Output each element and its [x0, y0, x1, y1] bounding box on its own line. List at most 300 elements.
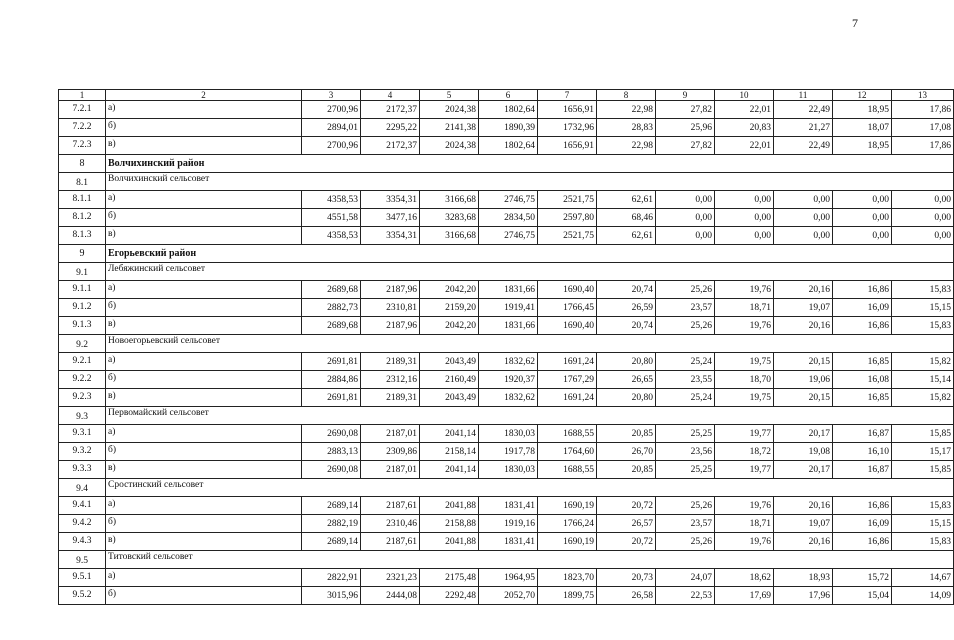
value-cell: 2700,96	[302, 101, 361, 119]
value-cell: 0,00	[715, 227, 774, 245]
row-code: 9.4.2	[59, 515, 106, 533]
value-cell: 15,17	[892, 443, 954, 461]
value-cell: 25,25	[656, 425, 715, 443]
value-cell: 62,61	[597, 227, 656, 245]
value-cell: 22,98	[597, 137, 656, 155]
value-cell: 0,00	[833, 227, 892, 245]
value-cell: 25,24	[656, 353, 715, 371]
value-cell: 28,83	[597, 119, 656, 137]
row-code: 7.2.2	[59, 119, 106, 137]
column-number-cell: 11	[774, 90, 833, 101]
value-cell: 0,00	[833, 191, 892, 209]
value-cell: 19,76	[715, 317, 774, 335]
row-code: 9.3.3	[59, 461, 106, 479]
column-number-cell: 1	[59, 90, 106, 101]
value-cell: 2187,61	[361, 533, 420, 551]
value-cell: 2042,20	[420, 281, 479, 299]
value-cell: 19,75	[715, 389, 774, 407]
table-row	[59, 461, 954, 479]
value-cell: 19,75	[715, 353, 774, 371]
value-cell: 15,83	[892, 533, 954, 551]
value-cell: 16,09	[833, 515, 892, 533]
value-cell: 15,83	[892, 281, 954, 299]
council-row	[59, 551, 954, 569]
value-cell: 23,55	[656, 371, 715, 389]
value-cell: 15,72	[833, 569, 892, 587]
table-row	[59, 443, 954, 461]
row-label: а)	[106, 353, 302, 371]
value-cell: 26,70	[597, 443, 656, 461]
column-number-cell: 7	[538, 90, 597, 101]
value-cell: 18,70	[715, 371, 774, 389]
column-number-cell: 6	[479, 90, 538, 101]
district-code: 8	[59, 155, 106, 173]
value-cell: 15,83	[892, 497, 954, 515]
value-cell: 17,08	[892, 119, 954, 137]
value-cell: 2690,08	[302, 425, 361, 443]
value-cell: 1691,24	[538, 389, 597, 407]
value-cell: 20,80	[597, 389, 656, 407]
value-cell: 1831,66	[479, 281, 538, 299]
value-cell: 0,00	[774, 227, 833, 245]
value-cell: 0,00	[892, 209, 954, 227]
value-cell: 1899,75	[538, 587, 597, 605]
row-label: б)	[106, 209, 302, 227]
value-cell: 20,16	[774, 497, 833, 515]
value-cell: 1690,19	[538, 497, 597, 515]
value-cell: 2309,86	[361, 443, 420, 461]
row-label: б)	[106, 515, 302, 533]
value-cell: 2691,81	[302, 389, 361, 407]
row-label: в)	[106, 461, 302, 479]
row-code: 7.2.3	[59, 137, 106, 155]
value-cell: 19,06	[774, 371, 833, 389]
value-cell: 15,04	[833, 587, 892, 605]
value-cell: 1766,24	[538, 515, 597, 533]
value-cell: 2894,01	[302, 119, 361, 137]
column-number-cell: 12	[833, 90, 892, 101]
value-cell: 19,07	[774, 515, 833, 533]
value-cell: 4551,58	[302, 209, 361, 227]
value-cell: 24,07	[656, 569, 715, 587]
value-cell: 2700,96	[302, 137, 361, 155]
row-label: б)	[106, 299, 302, 317]
value-cell: 1766,45	[538, 299, 597, 317]
value-cell: 19,76	[715, 281, 774, 299]
row-label: а)	[106, 101, 302, 119]
value-cell: 2295,22	[361, 119, 420, 137]
value-cell: 2041,14	[420, 425, 479, 443]
column-number-row	[59, 90, 954, 101]
value-cell: 2321,23	[361, 569, 420, 587]
value-cell: 2691,81	[302, 353, 361, 371]
council-name: Первомайский сельсовет	[106, 407, 954, 425]
value-cell: 3354,31	[361, 227, 420, 245]
value-cell: 0,00	[715, 191, 774, 209]
row-label: в)	[106, 389, 302, 407]
value-cell: 1691,24	[538, 353, 597, 371]
value-cell: 1732,96	[538, 119, 597, 137]
table-row	[59, 101, 954, 119]
value-cell: 2043,49	[420, 389, 479, 407]
value-cell: 27,82	[656, 101, 715, 119]
value-cell: 1690,40	[538, 317, 597, 335]
value-cell: 2521,75	[538, 227, 597, 245]
value-cell: 19,07	[774, 299, 833, 317]
value-cell: 20,17	[774, 461, 833, 479]
value-cell: 2882,73	[302, 299, 361, 317]
column-number-cell: 5	[420, 90, 479, 101]
row-code: 8.1.1	[59, 191, 106, 209]
table-row	[59, 209, 954, 227]
value-cell: 25,26	[656, 281, 715, 299]
council-code: 9.1	[59, 263, 106, 281]
value-cell: 19,08	[774, 443, 833, 461]
value-cell: 18,07	[833, 119, 892, 137]
value-cell: 1690,40	[538, 281, 597, 299]
value-cell: 19,77	[715, 461, 774, 479]
value-cell: 16,09	[833, 299, 892, 317]
row-label: а)	[106, 497, 302, 515]
value-cell: 15,82	[892, 389, 954, 407]
table-row	[59, 533, 954, 551]
value-cell: 20,83	[715, 119, 774, 137]
value-cell: 20,85	[597, 461, 656, 479]
column-number-cell: 10	[715, 90, 774, 101]
column-number-cell: 2	[106, 90, 302, 101]
value-cell: 4358,53	[302, 227, 361, 245]
value-cell: 1831,41	[479, 497, 538, 515]
value-cell: 15,15	[892, 515, 954, 533]
value-cell: 2158,88	[420, 515, 479, 533]
value-cell: 16,87	[833, 425, 892, 443]
table-row	[59, 353, 954, 371]
council-name: Волчихинский сельсовет	[106, 173, 954, 191]
value-cell: 18,71	[715, 299, 774, 317]
value-cell: 0,00	[656, 191, 715, 209]
table-row	[59, 317, 954, 335]
value-cell: 16,10	[833, 443, 892, 461]
value-cell: 19,76	[715, 497, 774, 515]
value-cell: 16,85	[833, 389, 892, 407]
table-row	[59, 587, 954, 605]
value-cell: 1831,66	[479, 317, 538, 335]
column-number-cell: 4	[361, 90, 420, 101]
row-label: б)	[106, 119, 302, 137]
value-cell: 0,00	[774, 209, 833, 227]
value-cell: 1802,64	[479, 101, 538, 119]
value-cell: 68,46	[597, 209, 656, 227]
value-cell: 1832,62	[479, 353, 538, 371]
table-row	[59, 389, 954, 407]
value-cell: 2024,38	[420, 101, 479, 119]
value-cell: 2689,14	[302, 497, 361, 515]
council-code: 9.5	[59, 551, 106, 569]
value-cell: 2883,13	[302, 443, 361, 461]
row-label: в)	[106, 533, 302, 551]
value-cell: 2187,61	[361, 497, 420, 515]
district-name: Егорьевский район	[106, 245, 954, 263]
value-cell: 2746,75	[479, 227, 538, 245]
council-code: 9.2	[59, 335, 106, 353]
value-cell: 22,49	[774, 137, 833, 155]
value-cell: 17,69	[715, 587, 774, 605]
value-cell: 1830,03	[479, 461, 538, 479]
value-cell: 2187,01	[361, 461, 420, 479]
value-cell: 2690,08	[302, 461, 361, 479]
value-cell: 2024,38	[420, 137, 479, 155]
value-cell: 25,26	[656, 533, 715, 551]
value-cell: 1919,16	[479, 515, 538, 533]
row-label: а)	[106, 191, 302, 209]
table-body	[59, 90, 954, 605]
row-code: 9.1.3	[59, 317, 106, 335]
value-cell: 2187,96	[361, 281, 420, 299]
table-row	[59, 191, 954, 209]
value-cell: 26,65	[597, 371, 656, 389]
value-cell: 15,82	[892, 353, 954, 371]
row-code: 9.2.1	[59, 353, 106, 371]
value-cell: 15,85	[892, 461, 954, 479]
value-cell: 15,83	[892, 317, 954, 335]
value-cell: 26,59	[597, 299, 656, 317]
value-cell: 1688,55	[538, 461, 597, 479]
value-cell: 18,72	[715, 443, 774, 461]
value-cell: 2689,14	[302, 533, 361, 551]
value-cell: 2310,46	[361, 515, 420, 533]
value-cell: 2141,38	[420, 119, 479, 137]
row-code: 9.4.1	[59, 497, 106, 515]
value-cell: 2042,20	[420, 317, 479, 335]
value-cell: 18,62	[715, 569, 774, 587]
row-label: а)	[106, 425, 302, 443]
value-cell: 2834,50	[479, 209, 538, 227]
value-cell: 20,17	[774, 425, 833, 443]
council-code: 9.4	[59, 479, 106, 497]
value-cell: 2689,68	[302, 281, 361, 299]
value-cell: 22,98	[597, 101, 656, 119]
value-cell: 18,93	[774, 569, 833, 587]
value-cell: 2052,70	[479, 587, 538, 605]
value-cell: 16,87	[833, 461, 892, 479]
value-cell: 0,00	[656, 209, 715, 227]
council-row	[59, 263, 954, 281]
value-cell: 1920,37	[479, 371, 538, 389]
value-cell: 2746,75	[479, 191, 538, 209]
row-label: б)	[106, 587, 302, 605]
value-cell: 1964,95	[479, 569, 538, 587]
table-row	[59, 281, 954, 299]
value-cell: 27,82	[656, 137, 715, 155]
value-cell: 15,15	[892, 299, 954, 317]
table-row	[59, 227, 954, 245]
district-code: 9	[59, 245, 106, 263]
value-cell: 23,56	[656, 443, 715, 461]
council-row	[59, 407, 954, 425]
value-cell: 20,74	[597, 281, 656, 299]
value-cell: 23,57	[656, 515, 715, 533]
council-name: Лебяжинский сельсовет	[106, 263, 954, 281]
value-cell: 1656,91	[538, 101, 597, 119]
value-cell: 20,73	[597, 569, 656, 587]
value-cell: 20,16	[774, 281, 833, 299]
row-code: 8.1.3	[59, 227, 106, 245]
value-cell: 25,24	[656, 389, 715, 407]
page-number: 7	[852, 16, 858, 30]
value-cell: 17,96	[774, 587, 833, 605]
table-row	[59, 425, 954, 443]
column-number-cell: 3	[302, 90, 361, 101]
district-row	[59, 155, 954, 173]
value-cell: 2597,80	[538, 209, 597, 227]
council-row	[59, 173, 954, 191]
tariff-table	[58, 89, 954, 605]
value-cell: 17,86	[892, 101, 954, 119]
value-cell: 14,67	[892, 569, 954, 587]
value-cell: 2312,16	[361, 371, 420, 389]
value-cell: 1823,70	[538, 569, 597, 587]
value-cell: 16,86	[833, 497, 892, 515]
row-label: в)	[106, 137, 302, 155]
value-cell: 22,01	[715, 101, 774, 119]
council-row	[59, 479, 954, 497]
value-cell: 1919,41	[479, 299, 538, 317]
value-cell: 2175,48	[420, 569, 479, 587]
row-code: 9.5.2	[59, 587, 106, 605]
value-cell: 2292,48	[420, 587, 479, 605]
value-cell: 1890,39	[479, 119, 538, 137]
row-label: в)	[106, 227, 302, 245]
value-cell: 15,85	[892, 425, 954, 443]
value-cell: 2189,31	[361, 389, 420, 407]
value-cell: 20,16	[774, 317, 833, 335]
value-cell: 18,71	[715, 515, 774, 533]
value-cell: 25,25	[656, 461, 715, 479]
value-cell: 25,26	[656, 317, 715, 335]
value-cell: 19,76	[715, 533, 774, 551]
value-cell: 1688,55	[538, 425, 597, 443]
value-cell: 2160,49	[420, 371, 479, 389]
table-row	[59, 119, 954, 137]
table-row	[59, 515, 954, 533]
value-cell: 18,95	[833, 101, 892, 119]
value-cell: 2158,14	[420, 443, 479, 461]
row-code: 9.2.3	[59, 389, 106, 407]
table-row	[59, 299, 954, 317]
value-cell: 1917,78	[479, 443, 538, 461]
value-cell: 1831,41	[479, 533, 538, 551]
row-code: 9.2.2	[59, 371, 106, 389]
value-cell: 2159,20	[420, 299, 479, 317]
row-code: 9.1.2	[59, 299, 106, 317]
value-cell: 1764,60	[538, 443, 597, 461]
value-cell: 62,61	[597, 191, 656, 209]
row-label: а)	[106, 281, 302, 299]
value-cell: 20,80	[597, 353, 656, 371]
value-cell: 0,00	[892, 227, 954, 245]
value-cell: 2172,37	[361, 137, 420, 155]
value-cell: 23,57	[656, 299, 715, 317]
row-code: 7.2.1	[59, 101, 106, 119]
value-cell: 26,57	[597, 515, 656, 533]
value-cell: 0,00	[656, 227, 715, 245]
value-cell: 15,14	[892, 371, 954, 389]
value-cell: 21,27	[774, 119, 833, 137]
value-cell: 1767,29	[538, 371, 597, 389]
value-cell: 20,15	[774, 389, 833, 407]
value-cell: 3354,31	[361, 191, 420, 209]
row-code: 9.3.1	[59, 425, 106, 443]
value-cell: 2444,08	[361, 587, 420, 605]
council-code: 9.3	[59, 407, 106, 425]
value-cell: 16,86	[833, 317, 892, 335]
value-cell: 16,08	[833, 371, 892, 389]
value-cell: 2189,31	[361, 353, 420, 371]
value-cell: 22,53	[656, 587, 715, 605]
value-cell: 2187,96	[361, 317, 420, 335]
row-code: 9.5.1	[59, 569, 106, 587]
value-cell: 2884,86	[302, 371, 361, 389]
value-cell: 2187,01	[361, 425, 420, 443]
council-name: Титовский сельсовет	[106, 551, 954, 569]
value-cell: 2041,14	[420, 461, 479, 479]
value-cell: 1802,64	[479, 137, 538, 155]
value-cell: 20,74	[597, 317, 656, 335]
value-cell: 1656,91	[538, 137, 597, 155]
value-cell: 19,77	[715, 425, 774, 443]
value-cell: 2822,91	[302, 569, 361, 587]
row-code: 8.1.2	[59, 209, 106, 227]
council-name: Новоегорьевский сельсовет	[106, 335, 954, 353]
value-cell: 25,96	[656, 119, 715, 137]
row-code: 9.4.3	[59, 533, 106, 551]
value-cell: 16,86	[833, 533, 892, 551]
value-cell: 0,00	[833, 209, 892, 227]
value-cell: 25,26	[656, 497, 715, 515]
value-cell: 20,72	[597, 497, 656, 515]
value-cell: 17,86	[892, 137, 954, 155]
row-label: а)	[106, 569, 302, 587]
value-cell: 20,15	[774, 353, 833, 371]
value-cell: 1690,19	[538, 533, 597, 551]
value-cell: 14,09	[892, 587, 954, 605]
value-cell: 20,72	[597, 533, 656, 551]
value-cell: 2882,19	[302, 515, 361, 533]
column-number-cell: 9	[656, 90, 715, 101]
row-label: б)	[106, 443, 302, 461]
council-row	[59, 335, 954, 353]
row-code: 9.1.1	[59, 281, 106, 299]
value-cell: 2041,88	[420, 497, 479, 515]
value-cell: 26,58	[597, 587, 656, 605]
value-cell: 16,86	[833, 281, 892, 299]
value-cell: 20,16	[774, 533, 833, 551]
value-cell: 20,85	[597, 425, 656, 443]
value-cell: 3166,68	[420, 227, 479, 245]
value-cell: 0,00	[892, 191, 954, 209]
value-cell: 2310,81	[361, 299, 420, 317]
value-cell: 2043,49	[420, 353, 479, 371]
value-cell: 16,85	[833, 353, 892, 371]
value-cell: 3015,96	[302, 587, 361, 605]
table-row	[59, 497, 954, 515]
council-code: 8.1	[59, 173, 106, 191]
value-cell: 2041,88	[420, 533, 479, 551]
row-code: 9.3.2	[59, 443, 106, 461]
value-cell: 2172,37	[361, 101, 420, 119]
value-cell: 3477,16	[361, 209, 420, 227]
value-cell: 3166,68	[420, 191, 479, 209]
